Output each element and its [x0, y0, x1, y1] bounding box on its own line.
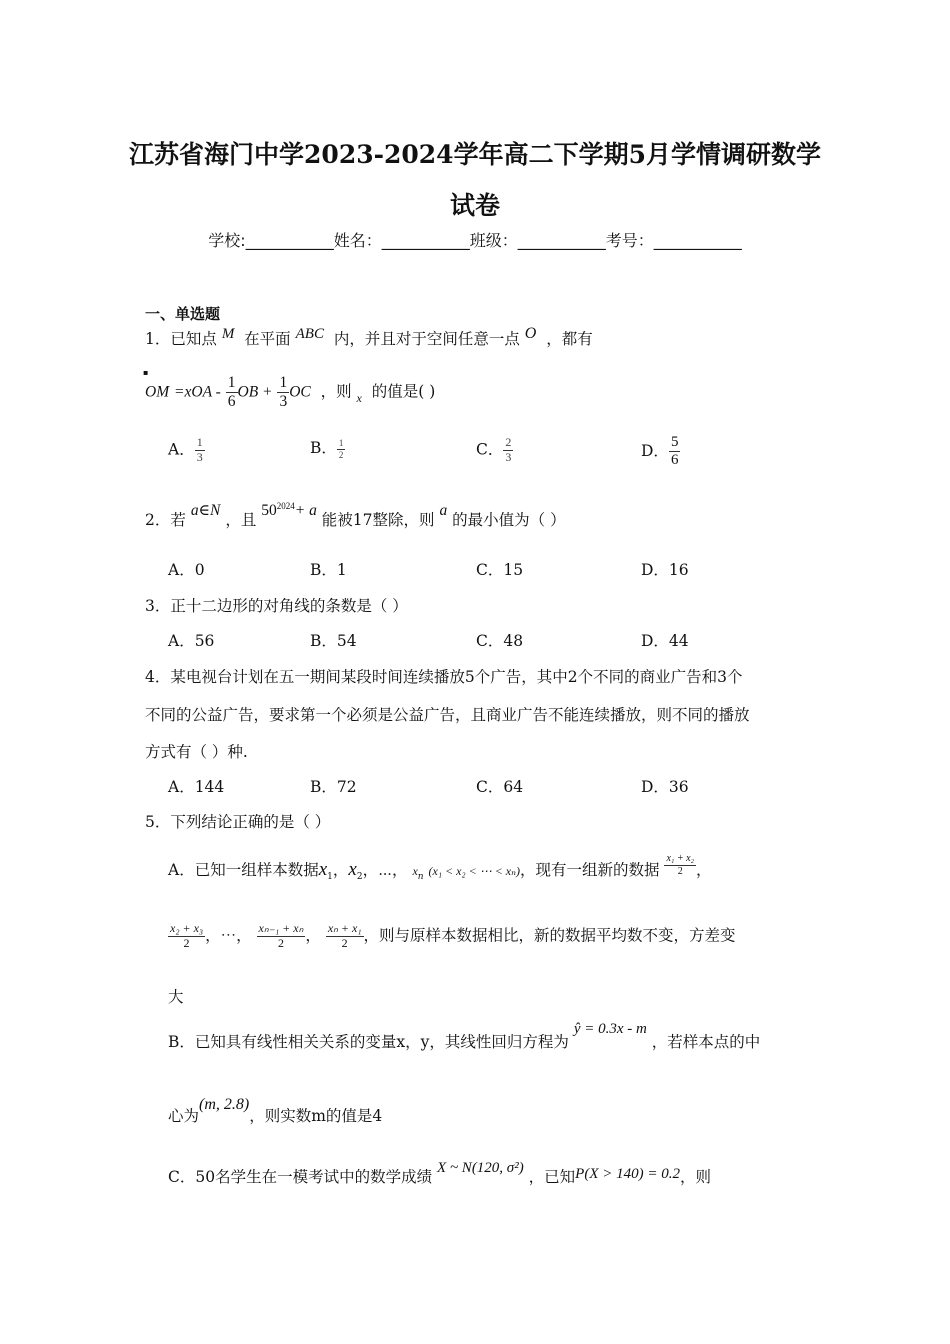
q1-text: ，都有 — [546, 330, 593, 348]
q1-point-m: M — [221, 326, 235, 342]
q1-eq-om: OM — [145, 383, 170, 401]
q1-text: 在平面 — [244, 330, 291, 348]
q5-option-a-line-1[interactable]: A．已知一组样本数据$x_1$，$x_2$，⋯， $x_n$ (x₁ < x₂ < ⋯ < xₙ)，现有一组新的数据 $\frac{\text{x₁ + x₂}}{2}$ ， — [168, 853, 712, 883]
question-1-stem — [145, 327, 593, 349]
q3-option-a[interactable]: A．56 — [168, 632, 215, 650]
q1-eq-xoa: =xOA - — [174, 383, 221, 401]
q2-variable-a: a — [439, 502, 448, 519]
question-4-line-1: 4．某电视台计划在五一期间某段时间连续播放5个广告，其中2个不同的商业广告和3个 — [145, 668, 743, 686]
q5-fraction-x2-x3: $\frac{\text{x₂ + x₃}}{2}$ — [170, 921, 204, 950]
q1-plane-abc: ABC — [295, 326, 324, 342]
q2-option-a[interactable]: A．0 — [168, 561, 205, 579]
q2-a-in-n: a∈N — [190, 502, 221, 519]
q2-option-d[interactable]: D．16 — [641, 561, 689, 579]
q4-option-a[interactable]: A．144 — [168, 778, 225, 796]
vector-mark: ▪ — [143, 368, 149, 377]
q5-option-b-line-1[interactable]: B．已知具有线性相关关系的变量x，y，其线性回归方程为 ŷ = 0.3x - m ，若样本点的中 — [168, 1021, 761, 1051]
q1-option-c[interactable]: C． $\frac{2}{3}$ — [476, 435, 512, 464]
q2-number: 2．若 — [145, 511, 186, 529]
q4-option-d[interactable]: D．36 — [641, 778, 689, 796]
q1-variable-x: x — [356, 391, 362, 406]
document-title-line1: 江苏省海门中学2023-2024学年高二下学期5月学情调研数学 — [129, 140, 821, 169]
q5-normal-distribution: X ~ N(120, σ²) — [437, 1160, 524, 1176]
q5-fraction-xn1-xn: $\frac{\text{xₙ₋₁ + xₙ}}{2}$ — [258, 921, 304, 950]
q2-text: 能被17整除，则 — [321, 511, 435, 529]
q1-eq-ob: OB + — [237, 383, 273, 401]
q1-text: 的值是( ) — [371, 382, 436, 401]
question-1-equation — [145, 374, 435, 411]
q2-text: ，且 — [225, 511, 257, 529]
q5-option-a-line-2[interactable]: $\frac{\text{x₂ + x₃}}{2}$ ，⋯， $\frac{\text{xₙ₋₁ + xₙ}}{2}$ ， $\frac{\text{xₙ + x₁}}{2}$ ，则与原样本数据相比，新的数据平均数不变，方差变 — [170, 921, 736, 950]
q3-option-d[interactable]: D．44 — [641, 632, 689, 650]
q5-option-c-line-1[interactable]: C．50名学生在一模考试中的数学成绩 X ~ N(120, σ²) ，已知P(X > 140) = 0.2，则 — [168, 1160, 711, 1186]
q1-option-a[interactable]: A． $\frac{1}{3}$ — [168, 435, 203, 464]
q5-fraction-x1-x2: $\frac{\text{x₁ + x₂}}{2}$ — [666, 853, 695, 877]
q1-option-d[interactable]: D． $\frac{5}{6}$ — [641, 434, 679, 469]
q2-option-c[interactable]: C．15 — [476, 561, 524, 579]
q1-fraction-1-6: $\frac{1}{6}$ — [227, 374, 236, 410]
q5-order-condition: (x₁ < x₂ < ⋯ < xₙ) — [428, 864, 520, 878]
q1-number: 1．已知点 — [145, 330, 217, 348]
q5-option-a-line-3[interactable]: 大 — [168, 988, 184, 1006]
q5-sample-center: (m, 2.8) — [199, 1096, 250, 1113]
q4-option-b[interactable]: B．72 — [310, 778, 357, 796]
q1-text: ，则 — [320, 382, 352, 401]
q1-eq-oc: OC — [289, 383, 311, 401]
q1-text: 内，并且对于空间任意一点 — [333, 330, 520, 348]
question-5-stem: 5．下列结论正确的是（ ） — [145, 813, 331, 831]
question-4-line-3: 方式有（ ）种. — [145, 743, 248, 761]
q5-probability: P(X > 140) = 0.2 — [575, 1166, 680, 1182]
q2-power-expression: $50^{2024}+ a$ — [261, 500, 317, 519]
q2-option-b[interactable]: B．1 — [310, 561, 347, 579]
q5-fraction-xn-x1: $\frac{\text{xₙ + x₁}}{2}$ — [327, 921, 362, 950]
q3-option-b[interactable]: B．54 — [310, 632, 357, 650]
q1-option-b[interactable]: B． $\frac{1}{2}$ — [310, 438, 344, 460]
section-heading: 一、单选题 — [145, 305, 221, 323]
q5-regression-equation: ŷ = 0.3x - m — [573, 1021, 647, 1037]
document-title-line2: 试卷 — [449, 191, 500, 220]
question-3-stem: 3．正十二边形的对角线的条数是（ ） — [145, 597, 408, 615]
question-2-stem — [145, 500, 566, 530]
q2-text: 的最小值为（ ） — [452, 511, 566, 529]
q1-point-o: O — [524, 325, 537, 342]
question-4-line-2: 不同的公益广告，要求第一个必须是公益广告，且商业广告不能连续播放，则不同的播放 — [145, 706, 750, 724]
q4-option-c[interactable]: C．64 — [476, 778, 524, 796]
student-info-line: 学校:___________姓名：___________班级：___________考号：___________ — [208, 231, 742, 250]
q3-option-c[interactable]: C．48 — [476, 632, 524, 650]
q1-fraction-1-3: $\frac{1}{3}$ — [279, 374, 288, 410]
q5-option-b-line-2[interactable]: 心为(m, 2.8)，则实数m的值是4 — [168, 1096, 383, 1125]
